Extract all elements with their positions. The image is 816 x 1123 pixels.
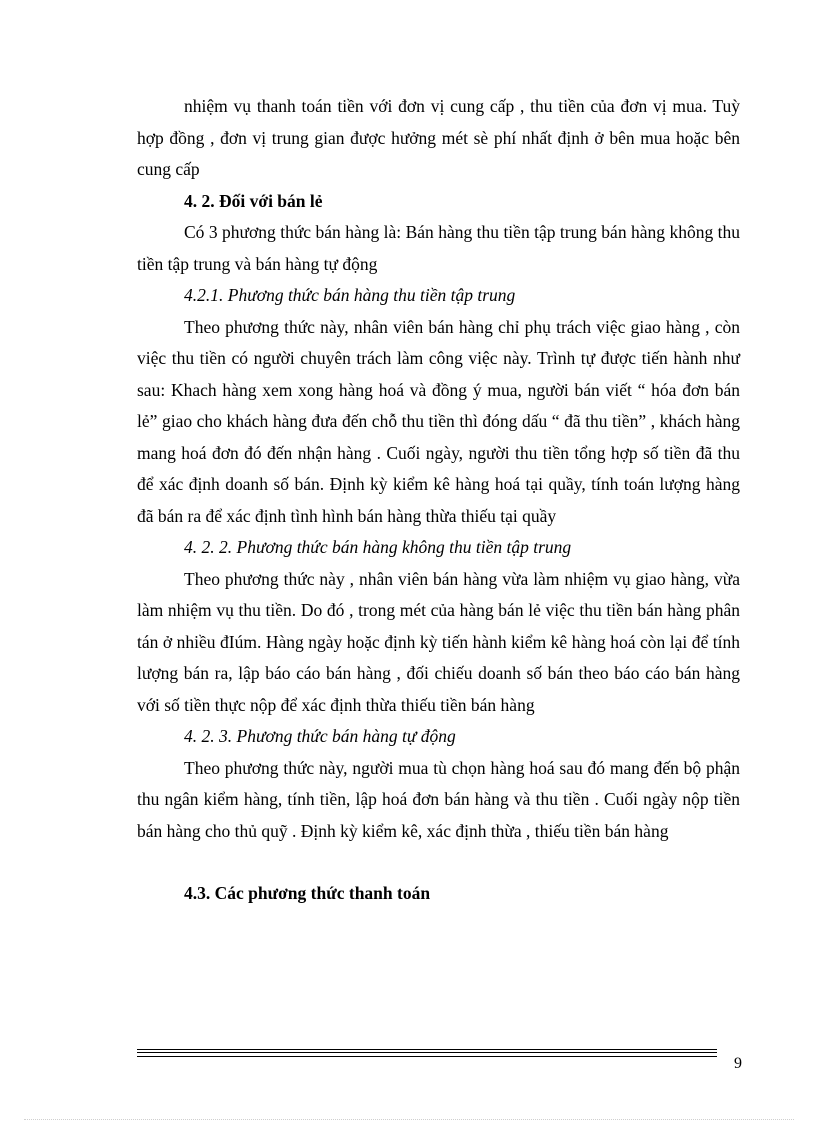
subsection-heading-4-2-3: 4. 2. 3. Phương thức bán hàng tự động (184, 726, 456, 746)
subsection-heading-4-2-1: 4.2.1. Phương thức bán hàng thu tiền tập trung (184, 285, 516, 305)
footer-divider (137, 1049, 717, 1053)
paragraph-decentralized-collection: Theo phương thức này , nhân viên bán hàng vừa làm nhiệm vụ giao hàng, vừa làm nhiệm vụ thu tiền. Do đó , trong mét của hàng bán lẻ việc thu tiền bán hàng phân tán ở nhiều đIúm. Hàng ngày hoặc định kỳ tiến hành kiểm kê hàng hoá còn lại để tính lượng bán ra, lập báo cáo bán hàng , đối chiếu doanh số bán theo báo cáo bán hàng với số tiền thực nộp để xác định thừa thiếu tiền bán hàng (137, 568, 740, 715)
footer-divider-thin (137, 1056, 717, 1057)
paragraph-self-service: Theo phương thức này, người mua tù chọn hàng hoá sau đó mang đến bộ phận thu ngân kiểm hàng, tính tiền, lập hoá đơn bán hàng và thu tiền . Cuối ngày nộp tiền bán hàng cho thủ quỹ . Định kỳ kiểm kê, xác định thừa , thiếu tiền bán hàng (137, 757, 740, 841)
page-edge-dotted-line (24, 1119, 794, 1120)
page-number: 9 (734, 1055, 742, 1072)
paragraph-centralized-collection: Theo phương thức này, nhân viên bán hàng chỉ phụ trách việc giao hàng , còn việc thu tiền có người chuyên trách làm công việc này. Trình tự được tiến hành như sau: Khach hàng xem xong hàng hoá và đồng ý mua, người bán viết “ hóa đơn bán lẻ” giao cho khách hàng đưa đến chỗ thu tiền thì đóng dấu “ đã thu tiền” , khách hàng mang hoá đơn đó đến nhận hàng . Cuối ngày, người thu tiền tổng hợp số tiền đã thu để xác định doanh số bán. Định kỳ kiểm kê hàng hoá tại quầy, tính toán lượng hàng đã bán ra để xác định tình hình bán hàng thừa thiếu tại quầy (137, 316, 740, 526)
paragraph-retail-methods: Có 3 phương thức bán hàng là: Bán hàng thu tiền tập trung bán hàng không thu tiền tập trung và bán hàng tự động (137, 222, 740, 274)
subsection-heading-4-2-2: 4. 2. 2. Phương thức bán hàng không thu tiền tập trung (184, 537, 572, 557)
section-heading-4-3: 4.3. Các phương thức thanh toán (184, 883, 431, 903)
section-heading-4-2: 4. 2. Đối với bán lẻ (184, 190, 323, 211)
page-content (137, 91, 740, 910)
paragraph-continuation: nhiệm vụ thanh toán tiền với đơn vị cung cấp , thu tiền của đơn vị mua. Tuỳ hợp đồng , đơn vị trung gian được hưởng mét sè phí nhất định ở bên mua hoặc bên cung cấp (137, 96, 740, 179)
